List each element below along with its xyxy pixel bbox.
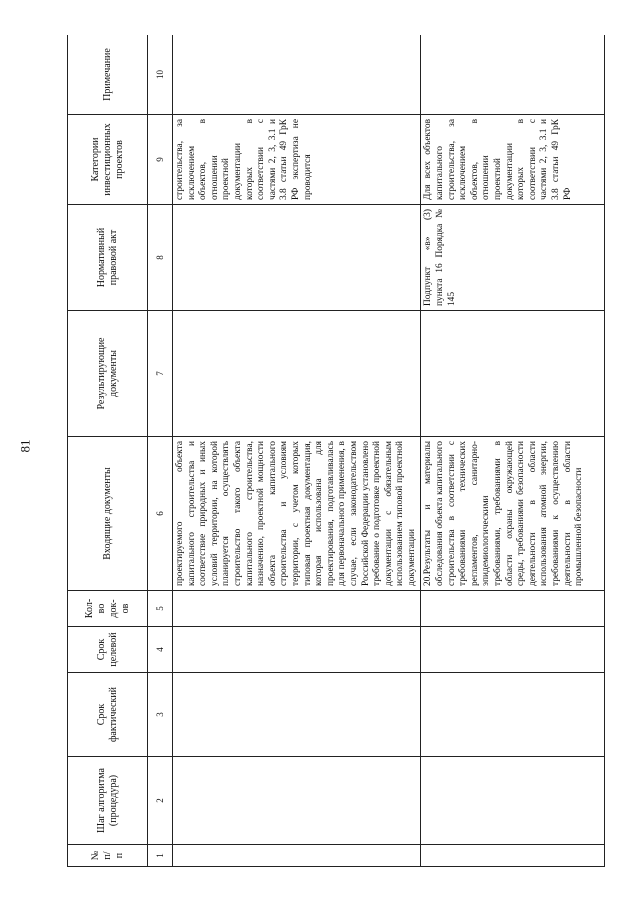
header-num: № п/п xyxy=(68,845,148,867)
cell-legal-act: Подпункт «в» (3) пункта 16 Порядка № 145 xyxy=(421,205,605,311)
cell-doc-count xyxy=(173,591,421,627)
header-step: Шаг алгоритма (процедура) xyxy=(68,757,148,845)
rotated-table-area xyxy=(67,35,605,867)
cell-note xyxy=(173,35,421,115)
cell-resulting-docs xyxy=(173,311,421,437)
header-project-categories: Категории инвестиционных проектов xyxy=(68,115,148,205)
column-number: 7 xyxy=(148,311,173,437)
cell-note xyxy=(421,35,605,115)
column-number: 2 xyxy=(148,757,173,845)
column-number: 4 xyxy=(148,627,173,673)
header-doc-count: Кол-во док-ов xyxy=(68,591,148,627)
header-row xyxy=(68,35,148,867)
cell-num xyxy=(421,845,605,867)
column-number: 3 xyxy=(148,673,173,757)
header-resulting-docs: Результирующие документы xyxy=(68,311,148,437)
header-target-term: Срок целевой xyxy=(68,627,148,673)
header-incoming-docs: Входящие документы xyxy=(68,437,148,591)
cell-incoming-docs: проектируемого объекта капитального строительства и соответствие природных и иных условий территории, на которой планируется осуществлять строительство такого объекта капитального строительства, назначению, проектной мощности объекта капитального строительства и условиям территории, с учетом которых типовая проектная документация, которая использована для проектирования, подготавливалась для первоначального применения, в случае, если законодательством Российской Федерации установлено требование о подготовке проектной документации с обязательным использованием типовой проектной документации xyxy=(173,437,421,591)
column-number: 5 xyxy=(148,591,173,627)
cell-step xyxy=(173,757,421,845)
cell-legal-act xyxy=(173,205,421,311)
column-number: 9 xyxy=(148,115,173,205)
cell-target-term xyxy=(173,627,421,673)
cell-incoming-docs: 20.Результаты и материалы обследования объекта капитального строительства в соответствии с требованиями технических регламентов, санитарно-эпидемиологическими требованиями, требованиями в области охраны окружающей среды, требованиями безопасности деятельности в области использования атомной энергии, требованиями к осуществлению деятельности в области промышленной безопасности xyxy=(421,437,605,591)
cell-actual-term xyxy=(173,673,421,757)
cell-target-term xyxy=(421,627,605,673)
header-legal-act: Нормативный правовой акт xyxy=(68,205,148,311)
page-number: 81 xyxy=(17,439,32,453)
column-number: 1 xyxy=(148,845,173,867)
table-rotor xyxy=(67,35,605,867)
table-row xyxy=(173,35,421,867)
header-actual-term: Срок фактический xyxy=(68,673,148,757)
column-number: 10 xyxy=(148,35,173,115)
header-note: Примечание xyxy=(68,35,148,115)
procedure-table xyxy=(67,35,605,867)
cell-num xyxy=(173,845,421,867)
cell-step xyxy=(421,757,605,845)
cell-project-categories: Для всех объектов капитального строительства, за исключением объектов, в отношении проектной документации которых в соответствии с частями 2, 3, 3.1 и 3.8 статьи 49 ГрК РФ xyxy=(421,115,605,205)
cell-doc-count xyxy=(421,591,605,627)
cell-actual-term xyxy=(421,673,605,757)
cell-resulting-docs xyxy=(421,311,605,437)
column-number: 6 xyxy=(148,437,173,591)
column-number: 8 xyxy=(148,205,173,311)
table-row xyxy=(421,35,605,867)
cell-project-categories: строительства, за исключением объектов, в отношении проектной документации которых в соответствии с частями 2, 3, 3.1 и 3.8 статьи 49 ГрК РФ экспертиза не проводится xyxy=(173,115,421,205)
column-number-row xyxy=(148,35,173,867)
